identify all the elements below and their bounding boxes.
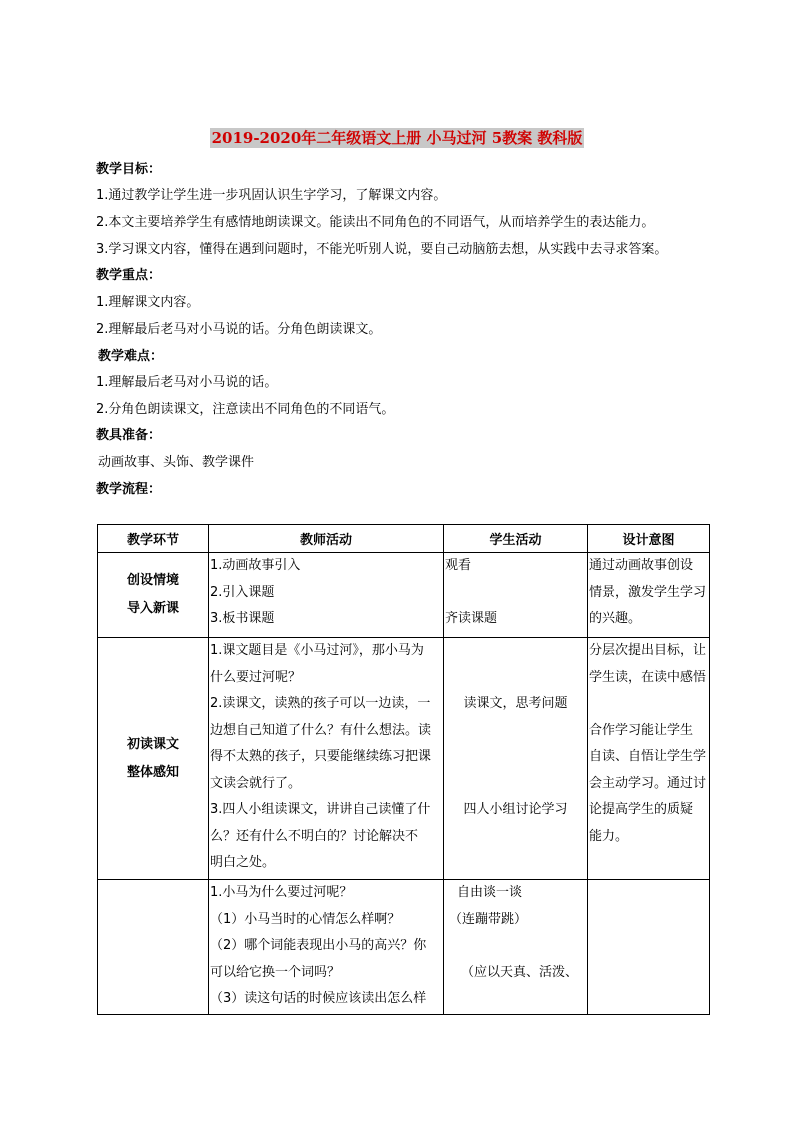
table-row	[98, 880, 710, 1015]
teacher-activity-cell: 1.课文题目是《小马过河》，那小马为 什么要过河呢？ 2.读课文，读熟的孩子可以一边读，一 边想自己知道了什么？有什么想法。读 得不太熟的孩子，只要能继续练习把课 文读会就行了。 3.四人小组读课文，讲讲自己读懂了什 么？还有什么不明白的？讨论解决不 明白之处。	[209, 638, 444, 880]
materials-heading: 教具准备：	[96, 428, 162, 443]
column-header: 教师活动	[209, 525, 444, 553]
stage-cell	[98, 880, 209, 1015]
goal-item: 1.通过教学让学生进一步巩固认识生字学习，了解课文内容。	[96, 188, 447, 203]
stage-cell: 创设情境 导入新课	[98, 553, 209, 638]
student-activity-cell: 自由谈一谈 （连蹦带跳） （应以天真、活泼、	[444, 880, 588, 1015]
student-activity-cell: 观看 齐读课题	[444, 553, 588, 638]
difficulties-heading: 教学难点：	[98, 349, 164, 364]
teacher-activity-cell: 1.动画故事引入 2.引入课题 3.板书课题	[209, 553, 444, 638]
key-point-item: 2.理解最后老马对小马说的话。分角色朗读课文。	[96, 322, 382, 337]
stage-cell: 初读课文 整体感知	[98, 638, 209, 880]
goal-item: 3.学习课文内容，懂得在遇到问题时，不能光听别人说，要自己动脑筋去想，从实践中去寻求答案。	[96, 242, 668, 257]
difficulty-item: 1.理解最后老马对小马说的话。	[96, 375, 278, 390]
student-activity-cell: 读课文，思考问题 四人小组讨论学习	[444, 638, 588, 880]
column-header: 设计意图	[588, 525, 710, 553]
table-row	[98, 638, 710, 880]
table-header-row	[98, 525, 710, 553]
lesson-plan-table	[97, 524, 710, 1015]
document-title: 2019-2020年二年级语文上册 小马过河 5教案 教科版	[211, 129, 583, 147]
process-heading: 教学流程：	[96, 482, 162, 497]
teacher-activity-cell: 1.小马为什么要过河呢？ （1）小马当时的心情怎么样啊？ （2）哪个词能表现出小马的高兴？你 可以给它换一个词吗？ （3）读这句话的时候应该读出怎么样	[209, 880, 444, 1015]
design-intent-cell: 通过动画故事创设 情景，激发学生学习 的兴趣。	[588, 553, 710, 638]
column-header: 学生活动	[444, 525, 588, 553]
design-intent-cell	[588, 880, 710, 1015]
difficulty-item: 2.分角色朗读课文，注意读出不同角色的不同语气。	[96, 402, 395, 417]
column-header: 教学环节	[98, 525, 209, 553]
key-points-heading: 教学重点：	[96, 268, 162, 283]
design-intent-cell: 分层次提出目标，让 学生读，在读中感悟 合作学习能让学生 自读、自悟让学生学 会主动学习。通过讨 论提高学生的质疑 能力。	[588, 638, 710, 880]
materials-text: 动画故事、头饰、教学课件	[98, 455, 255, 470]
goals-heading: 教学目标：	[96, 162, 162, 177]
key-point-item: 1.理解课文内容。	[96, 295, 200, 310]
table-row	[98, 553, 710, 638]
goal-item: 2.本文主要培养学生有感情地朗读课文。能读出不同角色的不同语气，从而培养学生的表达能力。	[96, 215, 655, 230]
